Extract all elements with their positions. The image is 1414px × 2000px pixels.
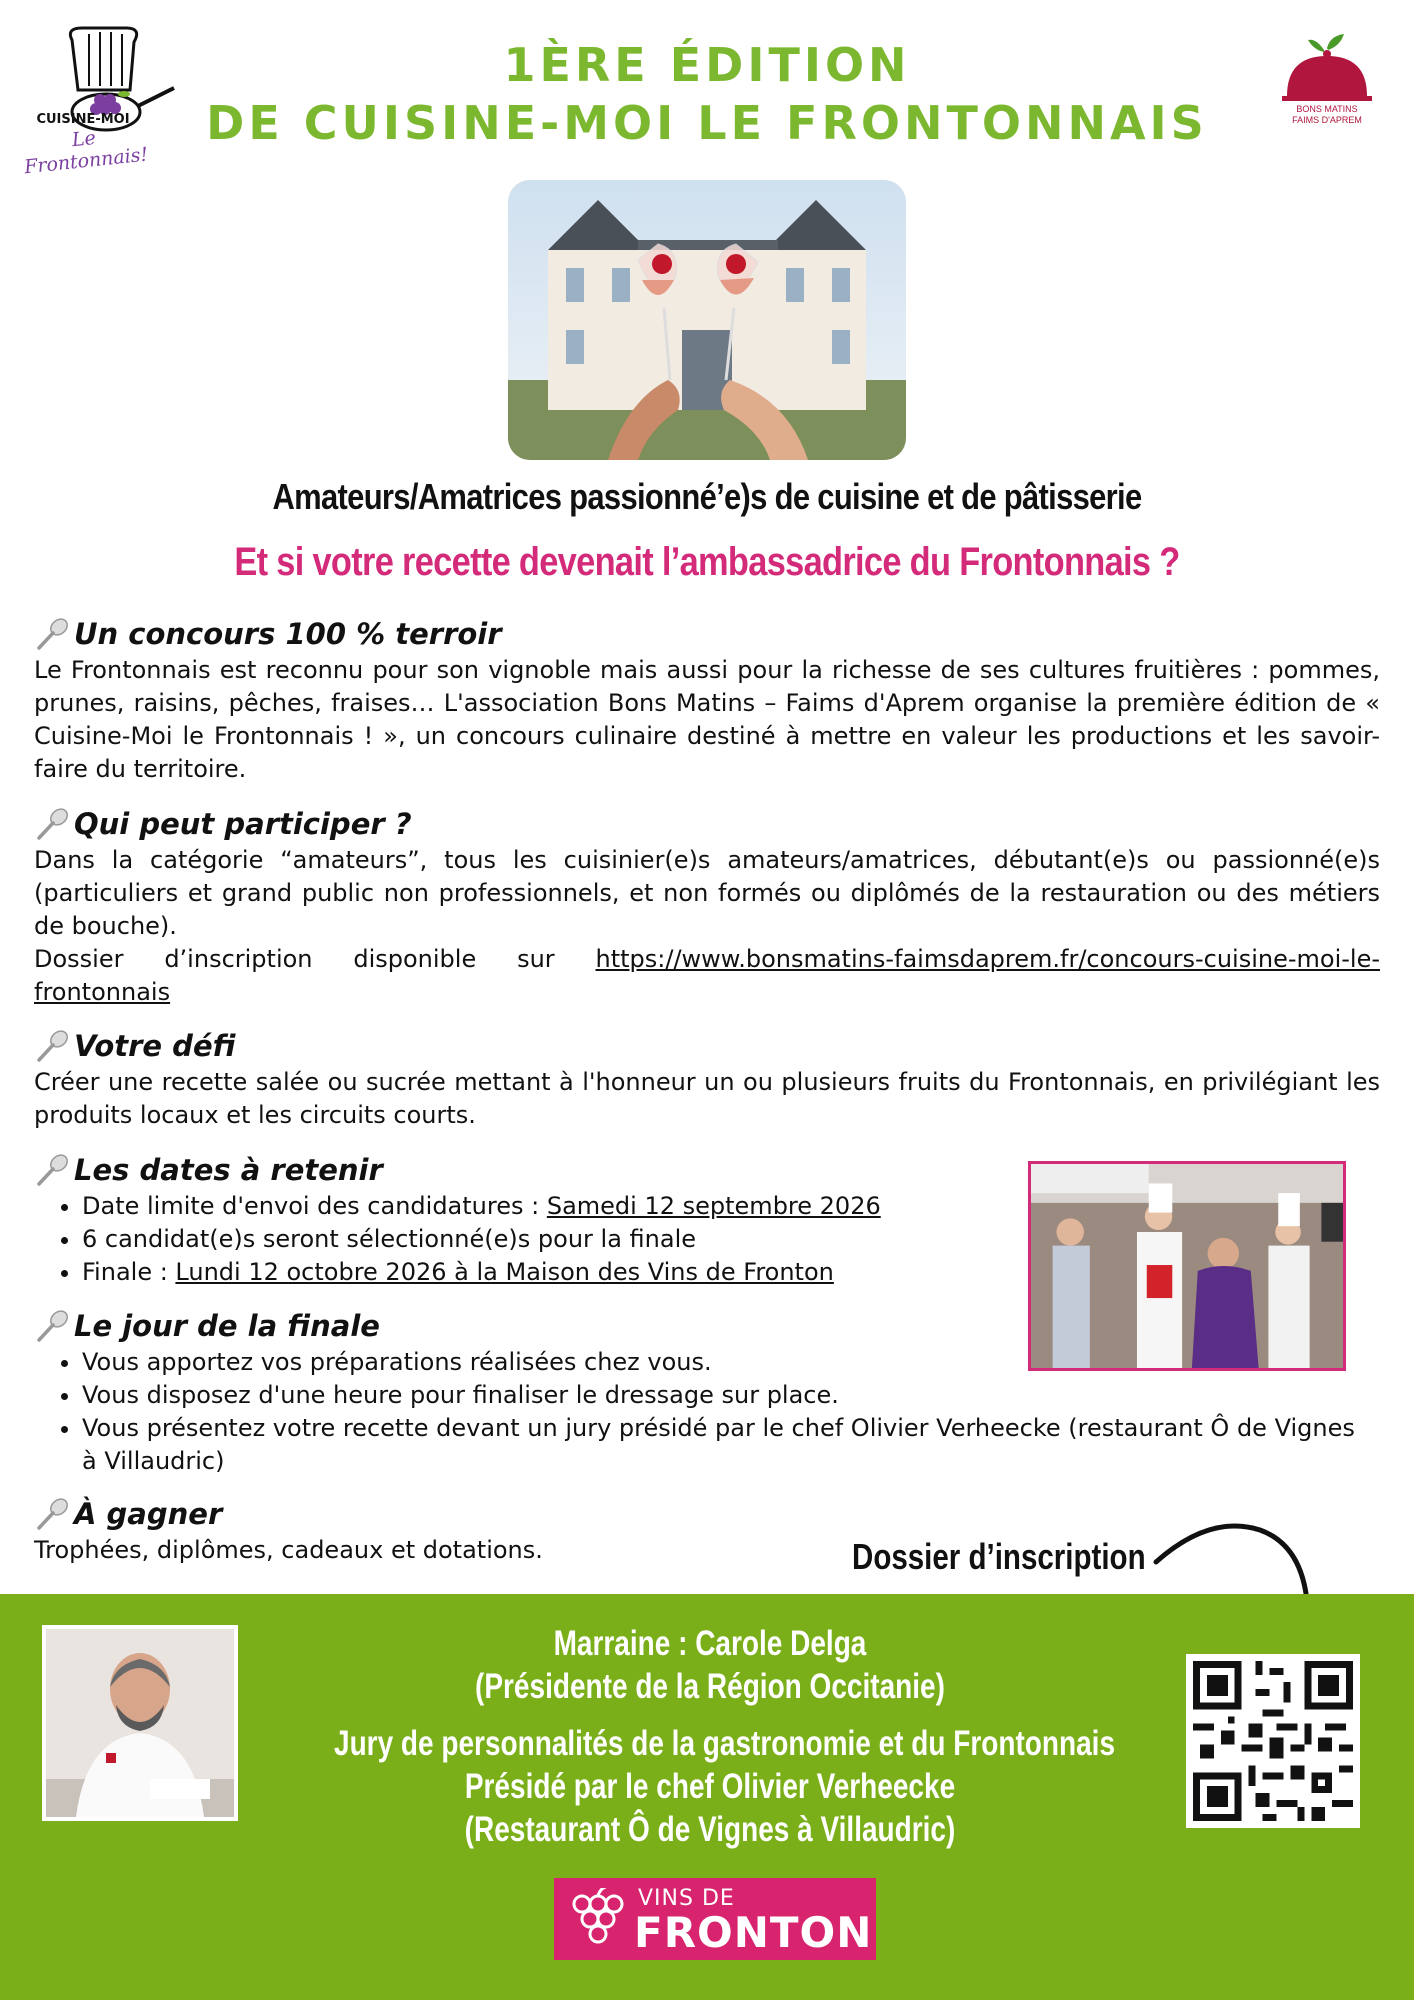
logo-left-title: CUISINE-MOI <box>36 112 130 127</box>
spoon-icon <box>34 1027 72 1065</box>
spoon-icon <box>34 1307 72 1345</box>
spoon-icon <box>34 1151 72 1189</box>
main-title: 1ÈRE ÉDITION DE CUISINE-MOI LE FRONTONNAIS <box>206 38 1208 150</box>
section-concours <box>34 614 1380 786</box>
chef-portrait-photo <box>42 1625 238 1821</box>
section-dates <box>34 1150 1014 1289</box>
spoon-icon <box>34 615 72 653</box>
list-item: • Vous présentez votre recette devant un jury présidé par le chef Olivier Verheecke (restaurant Ô de Vignes à Villaudric) <box>82 1412 1364 1478</box>
grape-icon <box>568 1888 628 1950</box>
qr-code[interactable] <box>1186 1654 1360 1828</box>
marraine-text: Marraine : Carole Delga (Présidente de la Région Occitanie) <box>475 1624 945 1706</box>
section-defi <box>34 1026 1380 1132</box>
spoon-icon <box>34 805 72 843</box>
list-item: • Date limite d'envoi des candidatures : Samedi 12 septembre 2026 <box>82 1190 1014 1223</box>
logo-right-text: BONS MATINS FAIMS D'APREM <box>1292 104 1362 125</box>
section-participer <box>34 804 1380 1009</box>
section-title: Un concours 100 % terroir <box>74 617 502 651</box>
dossier-label: Dossier d’inscription <box>852 1536 1146 1577</box>
section-title: Votre défi <box>74 1029 236 1063</box>
section-text: Le Frontonnais est reconnu pour son vignoble mais aussi pour la richesse de ses cultures fruitières : pommes, prunes, raisins, pêches, fraises… L'association Bons Matins – Faims d'Aprem organise la première édition de « Cuisine-Moi le Frontonnais ! », un concours culinaire destiné à mettre en valeur les productions et les savoir-faire du territoire. <box>34 656 1380 783</box>
tagline: Et si votre recette devenait l’ambassadrice du Frontonnais ? <box>234 540 1180 584</box>
spoon-icon <box>34 1495 72 1533</box>
section-text: Trophées, diplômes, cadeaux et dotations. <box>34 1536 543 1564</box>
section-title: Les dates à retenir <box>74 1153 383 1187</box>
chateau-wine-glasses-photo <box>508 180 906 460</box>
subtitle: Amateurs/Amatrices passionné’e)s de cuisine et de pâtisserie <box>272 476 1142 517</box>
section-text: Créer une recette salée ou sucrée mettant à l'honneur un ou plusieurs fruits du Frontonnais, en privilégiant les produits locaux et les circuits courts. <box>34 1068 1380 1129</box>
list-item: • 6 candidat(e)s seront sélectionné(e)s pour la finale <box>82 1223 1014 1256</box>
section-title: Le jour de la finale <box>74 1309 380 1343</box>
section-finale <box>34 1306 1380 1478</box>
list-item: • Vous disposez d'une heure pour finaliser le dressage sur place. <box>82 1379 1364 1412</box>
section-text: Dans la catégorie “amateurs”, tous les cuisinier(e)s amateurs/amatrices, débutant(e)s ou passionné(e)s (particuliers et grand public non professionnels, et non formés ou diplômés de la restauration ou des métiers de bouche). <box>34 846 1380 940</box>
vins-de-fronton-logo: VINS DE FRONTON <box>554 1878 876 1960</box>
list-item: • Finale : Lundi 12 octobre 2026 à la Maison des Vins de Fronton <box>82 1256 1014 1289</box>
section-title: Qui peut participer ? <box>74 807 412 841</box>
list-item: • Vous apportez vos préparations réalisées chez vous. <box>82 1346 1364 1379</box>
jury-text: Jury de personnalités de la gastronomie et du Frontonnais Présidé par le chef Olivier Verheecke (Restaurant Ô de Vignes à Villaudric) <box>334 1724 1116 1849</box>
dossier-text: Dossier d’inscription disponible sur https://www.bonsmatins-faimsdaprem.fr/concours-cuisine-moi-le-frontonnais <box>34 945 1380 1006</box>
section-title: À gagner <box>74 1497 223 1531</box>
registration-link[interactable]: https://www.bonsmatins-faimsdaprem.fr/concours-cuisine-moi-le-frontonnais <box>34 945 1380 1006</box>
section-gagner <box>34 1494 834 1567</box>
logo-left-subtitle: Le Frontonnais! <box>23 126 150 179</box>
